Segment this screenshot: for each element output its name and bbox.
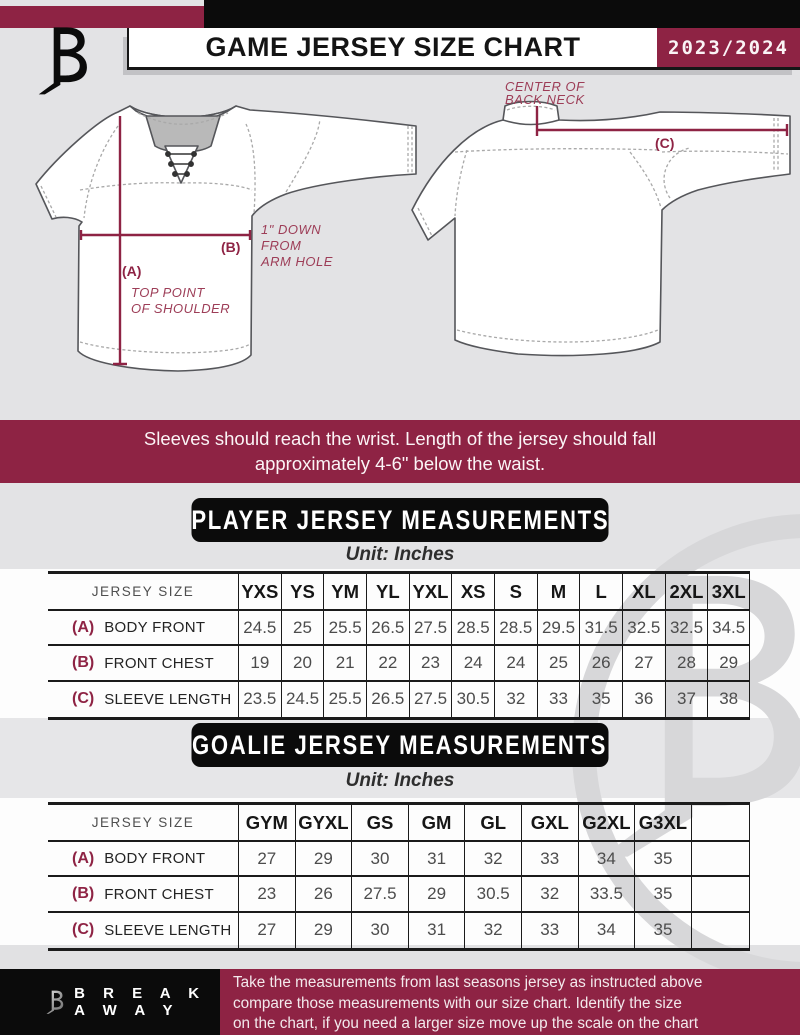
row-label-cell: [48, 646, 238, 679]
measure-a-caption: OF SHOULDER: [131, 301, 231, 316]
value-cell: 25.5: [323, 682, 366, 717]
size-col-header: GYM: [238, 805, 295, 840]
measure-b-caption: FROM: [261, 238, 302, 253]
size-col-header: G3XL: [634, 805, 691, 840]
value-cell: 30.5: [451, 682, 494, 717]
value-cell: 27: [238, 842, 295, 875]
value-cell: 19: [238, 646, 281, 679]
measure-c-caption: CENTER OF: [505, 79, 585, 94]
note-line: Sleeves should reach the wrist. Length of the jersey should fall: [143, 428, 657, 449]
row-label: FRONT CHEST: [104, 885, 214, 903]
size-col-header: [691, 805, 750, 840]
player-section-header: [192, 498, 609, 542]
value-cell: 31.5: [579, 611, 622, 644]
top-bar: [204, 0, 800, 28]
breakaway-logo-icon: [44, 981, 65, 1023]
size-col-header: GS: [351, 805, 408, 840]
value-cell: 30.5: [464, 877, 521, 910]
note-banner: [0, 420, 800, 483]
value-cell: 27.5: [351, 877, 408, 910]
size-col-header: XL: [622, 574, 665, 609]
value-cell: 26: [579, 646, 622, 679]
footer-line: on the chart, if you need a larger size move up the scale on the chart: [233, 1015, 699, 1032]
row-key: (C): [72, 921, 95, 939]
value-cell: 32: [464, 913, 521, 948]
measure-a-label: (A): [122, 263, 142, 279]
size-col-header: YS: [281, 574, 324, 609]
value-cell: 24: [451, 646, 494, 679]
row-label: BODY FRONT: [104, 850, 206, 868]
size-header-cell: JERSEY SIZE: [91, 584, 195, 599]
value-cell: 27.5: [409, 611, 452, 644]
value-cell: 31: [408, 842, 465, 875]
value-cell: 32.5: [665, 611, 708, 644]
measure-c-label: (C): [655, 135, 675, 151]
value-cell: 26.5: [366, 611, 409, 644]
goalie-section-header: [192, 723, 609, 767]
footer-line: compare those measurements with our size chart. Identify the size: [233, 994, 682, 1012]
value-cell: [691, 842, 750, 875]
row-label-cell: [48, 842, 238, 875]
row-label-cell: [48, 913, 238, 948]
row-key: (A): [72, 849, 95, 867]
value-cell: 29: [408, 877, 465, 910]
value-cell: 32: [464, 842, 521, 875]
size-col-header: GM: [408, 805, 465, 840]
size-col-header: XS: [451, 574, 494, 609]
note-line: approximately 4-6" below the waist.: [254, 453, 546, 474]
value-cell: 20: [281, 646, 324, 679]
value-cell: 27: [622, 646, 665, 679]
size-col-header: GYXL: [295, 805, 352, 840]
row-label-cell: [48, 877, 238, 910]
value-cell: 32.5: [622, 611, 665, 644]
value-cell: 21: [323, 646, 366, 679]
size-col-header: 3XL: [707, 574, 750, 609]
value-cell: 29.5: [537, 611, 580, 644]
value-cell: 22: [366, 646, 409, 679]
value-cell: [691, 877, 750, 910]
measure-b-caption: 1" DOWN: [261, 222, 322, 237]
season-badge: [657, 28, 800, 67]
value-cell: 35: [579, 682, 622, 717]
row-key: (B): [72, 885, 95, 903]
value-cell: 30: [351, 842, 408, 875]
size-col-header: M: [537, 574, 580, 609]
front-jersey-diagram: [18, 86, 420, 392]
size-col-header: YM: [323, 574, 366, 609]
value-cell: 34: [578, 842, 635, 875]
value-cell: 28.5: [494, 611, 537, 644]
value-cell: 35: [634, 842, 691, 875]
row-key: (B): [72, 654, 95, 672]
value-cell: 27.5: [409, 682, 452, 717]
value-cell: 33: [521, 842, 578, 875]
value-cell: 25: [281, 611, 324, 644]
goalie-unit-label: Unit: Inches: [345, 770, 455, 791]
value-cell: 29: [295, 913, 352, 948]
season-label: 2023/2024: [668, 36, 789, 59]
value-cell: 23: [238, 877, 295, 910]
goalie-size-table: [48, 802, 750, 951]
value-cell: 34: [578, 913, 635, 948]
size-col-header: G2XL: [578, 805, 635, 840]
footer-line: Take the measurements from last seasons jersey as instructed above: [233, 974, 703, 991]
row-label: FRONT CHEST: [104, 654, 214, 672]
value-cell: 24.5: [281, 682, 324, 717]
measure-a-caption: TOP POINT: [131, 285, 205, 300]
value-cell: 23: [409, 646, 452, 679]
value-cell: 24.5: [238, 611, 281, 644]
goalie-section-title: GOALIE JERSEY MEASUREMENTS: [192, 729, 608, 760]
size-col-header: 2XL: [665, 574, 708, 609]
row-key: (C): [72, 690, 95, 708]
row-label: SLEEVE LENGTH: [104, 921, 232, 939]
value-cell: 28: [665, 646, 708, 679]
player-unit-label: Unit: Inches: [345, 544, 455, 565]
size-col-header: GL: [464, 805, 521, 840]
size-col-header: S: [494, 574, 537, 609]
value-cell: 23.5: [238, 682, 281, 717]
back-jersey-diagram: [398, 78, 800, 388]
size-col-header: L: [579, 574, 622, 609]
value-cell: 34.5: [707, 611, 750, 644]
measure-b-caption: ARM HOLE: [261, 254, 333, 269]
value-cell: 30: [351, 913, 408, 948]
value-cell: 31: [408, 913, 465, 948]
size-col-header: GXL: [521, 805, 578, 840]
row-key: (A): [72, 618, 95, 636]
value-cell: 27: [238, 913, 295, 948]
size-col-header: YXL: [409, 574, 452, 609]
value-cell: 35: [634, 913, 691, 948]
size-header-cell: JERSEY SIZE: [91, 815, 195, 830]
row-label-cell: [48, 611, 238, 644]
measure-c-caption: BACK NECK: [505, 92, 585, 107]
value-cell: 28.5: [451, 611, 494, 644]
value-cell: 32: [494, 682, 537, 717]
size-col-header: YL: [366, 574, 409, 609]
value-cell: 33: [521, 913, 578, 948]
value-cell: 35: [634, 877, 691, 910]
value-cell: 25.5: [323, 611, 366, 644]
brand-name: B R E A K A W A Y: [74, 985, 207, 1019]
value-cell: 29: [295, 842, 352, 875]
footer-instructions: [220, 969, 800, 1035]
value-cell: 32: [521, 877, 578, 910]
title-band: [127, 28, 800, 70]
size-col-header: YXS: [238, 574, 281, 609]
value-cell: 36: [622, 682, 665, 717]
row-label: BODY FRONT: [104, 619, 206, 637]
measure-b-label: (B): [221, 239, 241, 255]
value-cell: 38: [707, 682, 750, 717]
value-cell: 33.5: [578, 877, 635, 910]
player-section-title: PLAYER JERSEY MEASUREMENTS: [191, 504, 609, 535]
value-cell: 24: [494, 646, 537, 679]
value-cell: 29: [707, 646, 750, 679]
value-cell: [691, 913, 750, 948]
row-label-cell: [48, 682, 238, 717]
value-cell: 26: [295, 877, 352, 910]
player-size-table: [48, 571, 750, 720]
page-title: GAME JERSEY SIZE CHART: [205, 32, 581, 62]
value-cell: 33: [537, 682, 580, 717]
value-cell: 26.5: [366, 682, 409, 717]
row-label: SLEEVE LENGTH: [104, 690, 232, 708]
value-cell: 37: [665, 682, 708, 717]
footer-brand-block: [0, 969, 220, 1035]
value-cell: 25: [537, 646, 580, 679]
